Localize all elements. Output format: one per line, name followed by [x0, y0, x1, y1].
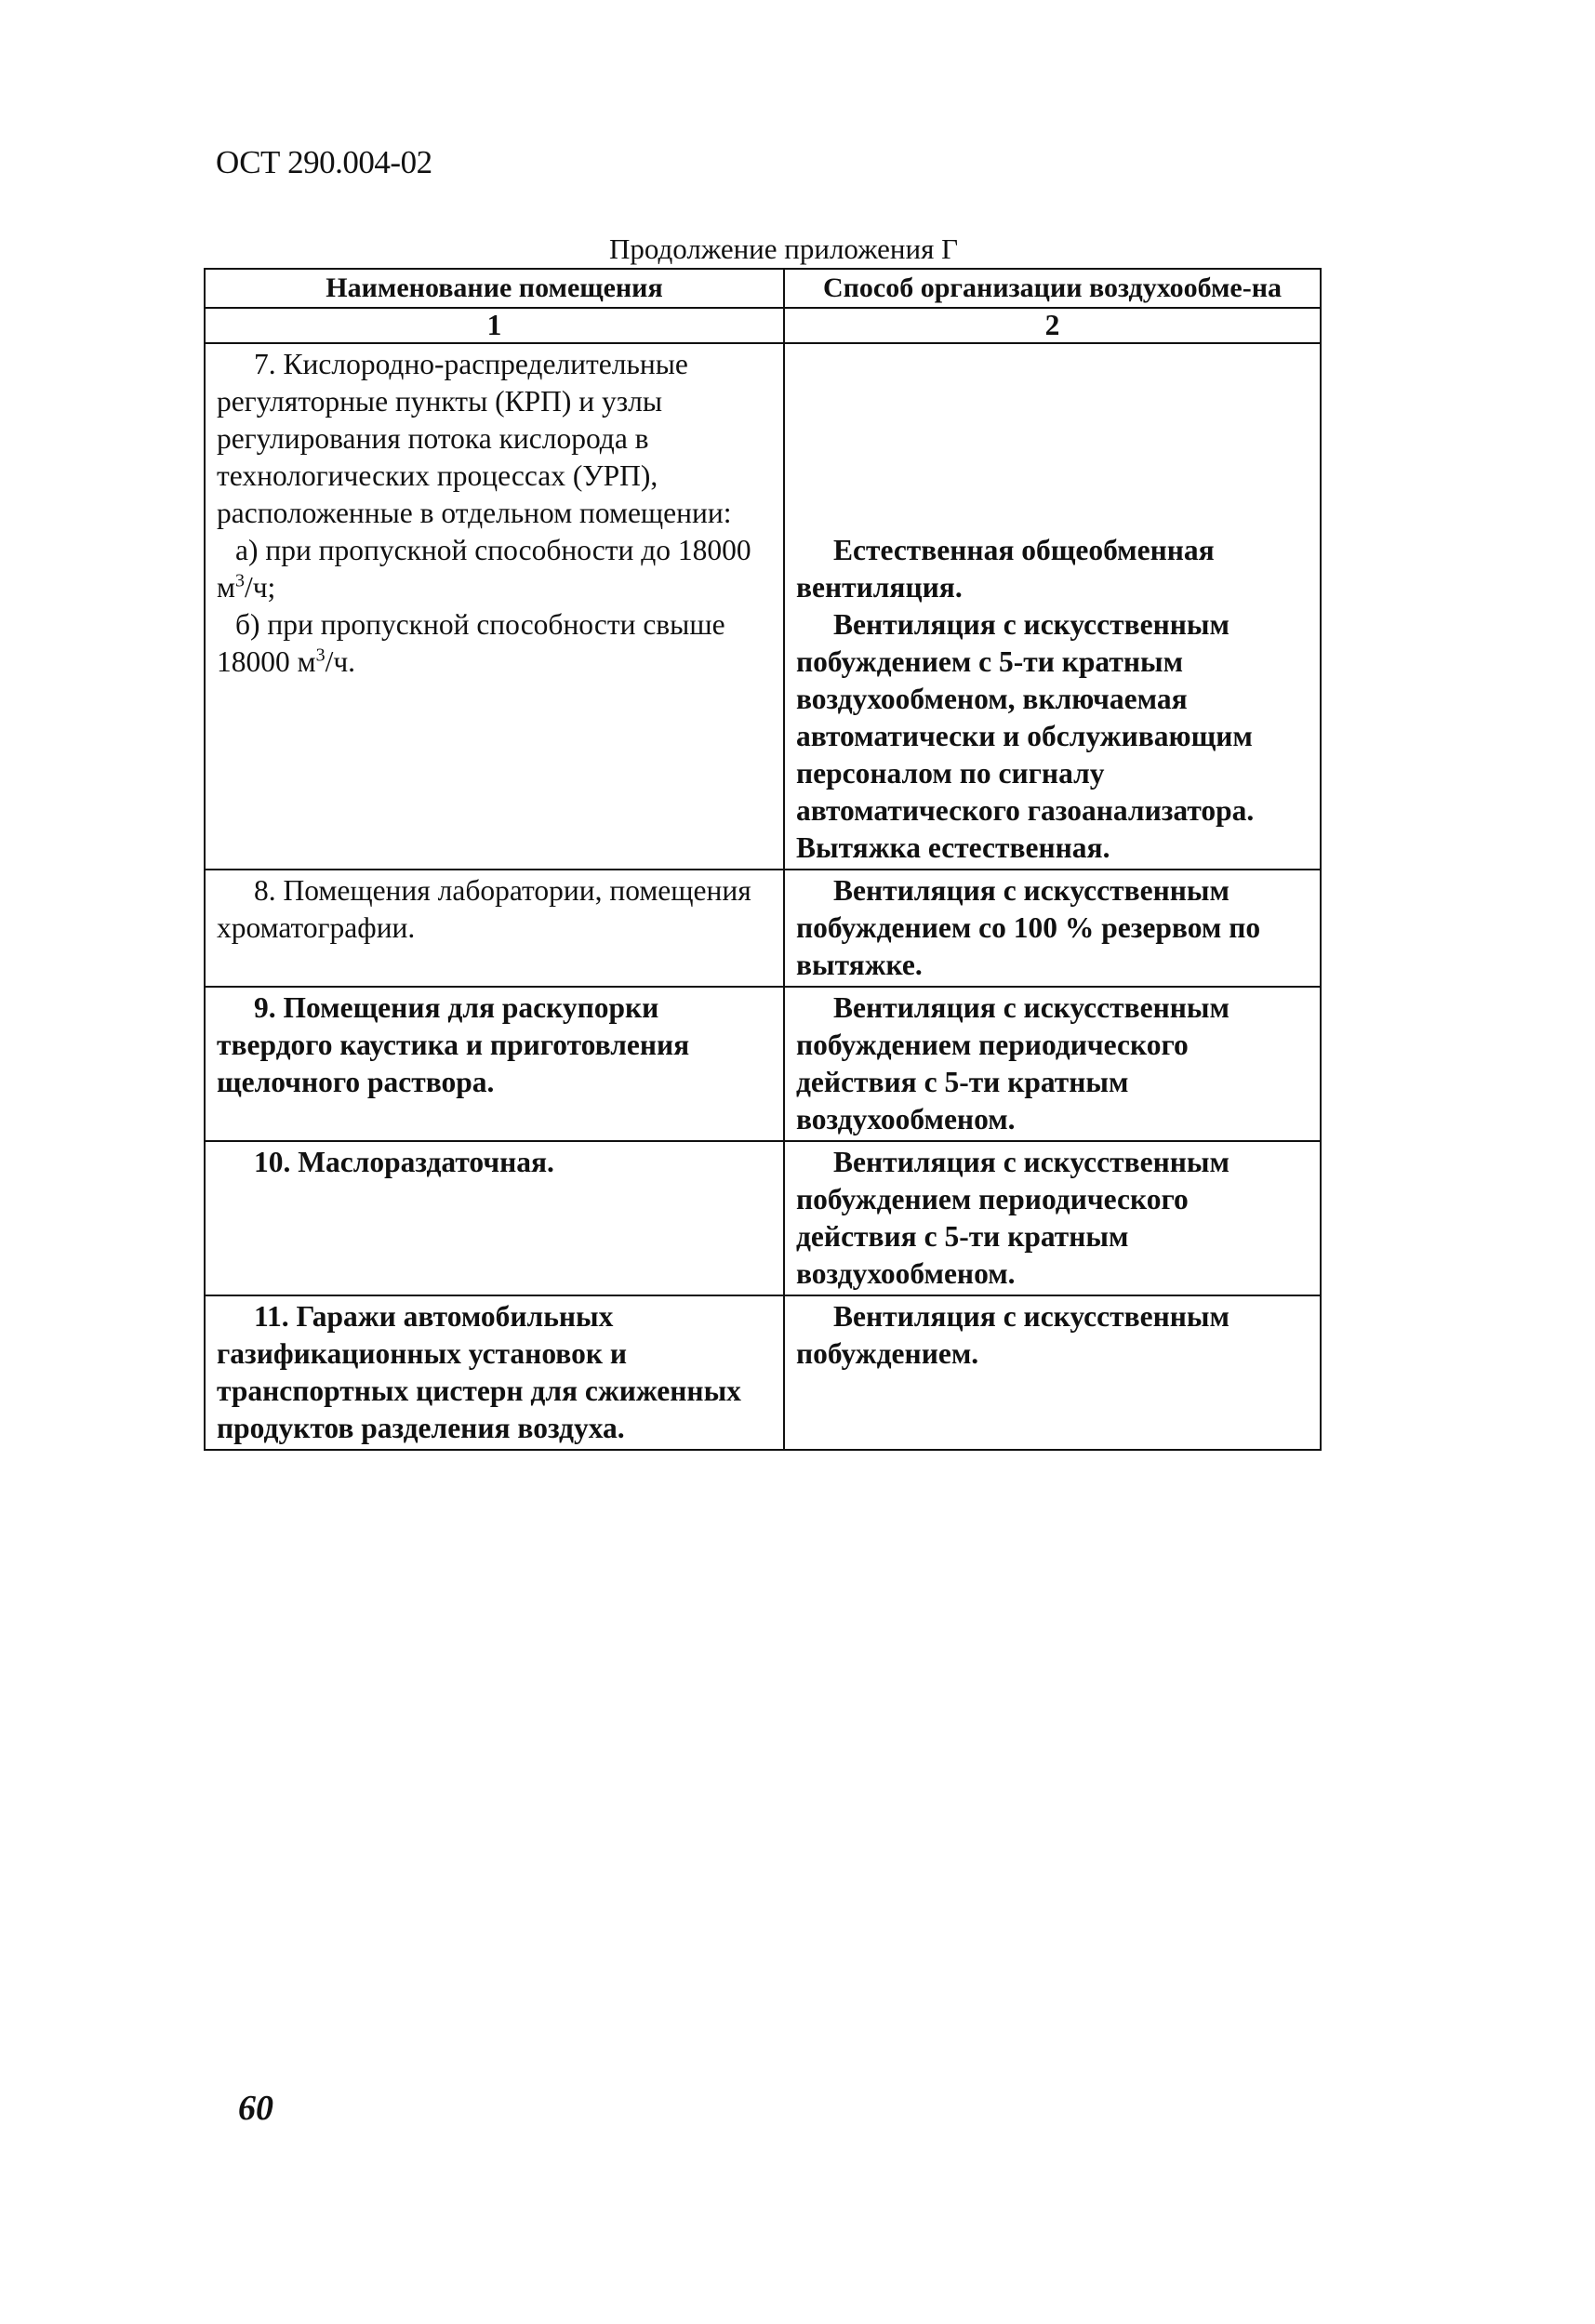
header-air-exchange-method: Способ организации воздухообме-на	[784, 269, 1321, 308]
table-row	[205, 870, 1321, 987]
table-row	[205, 1141, 1321, 1295]
row7-room-cell	[205, 343, 784, 870]
row11-room-cell: 11. Гаражи автомобильных газификационных установок и транспортных цистерн для сжиженных продуктов разделения воздуха.	[205, 1295, 784, 1450]
row10-room-cell: 10. Маслораздаточная.	[205, 1141, 784, 1295]
column-number-row	[205, 308, 1321, 343]
table-row	[205, 343, 1321, 870]
row8-method-cell: Вентиляция с искусственным побуждением со 100 % резервом по вытяжке.	[784, 870, 1321, 987]
document-code: ОСТ 290.004-02	[216, 144, 432, 180]
row9-method-cell: Вентиляция с искусственным побуждением периодического действия с 5-ти кратным воздухообменом.	[784, 987, 1321, 1141]
row11-method-cell: Вентиляция с искусственным побуждением.	[784, 1295, 1321, 1450]
table-header-row	[205, 269, 1321, 308]
row8-room-cell: 8. Помещения лаборатории, помещения хроматографии.	[205, 870, 784, 987]
row7-room-text: 7. Кислородно-распределительные регуляторные пункты (КРП) и узлы регулирования потока кислорода в технологических процессах (УРП), расположенные в отдельном помещении:	[217, 348, 732, 529]
row7-method-b: Вентиляция с искусственным побуждением с 5-ти кратным воздухообменом, включаемая автоматически и обслуживающим персоналом по сигналу автоматического газоанализатора. Вытяжка естественная.	[796, 608, 1255, 864]
table-row	[205, 987, 1321, 1141]
header-room-name: Наименование помещения	[205, 269, 784, 308]
ventilation-table	[204, 268, 1322, 1451]
column-number-1: 1	[205, 308, 784, 343]
row7-method-cell	[784, 343, 1321, 870]
row7-option-b: б) при пропускной способности свыше 18000 $м^3/ч$.	[217, 608, 725, 678]
column-number-2: 2	[784, 308, 1321, 343]
row10-method-cell: Вентиляция с искусственным побуждением периодического действия с 5-ти кратным воздухообменом.	[784, 1141, 1321, 1295]
row7-option-a: а) при пропускной способности до 18000 $м^3/ч$;	[217, 534, 751, 604]
page-number: 60	[238, 2089, 273, 2128]
row7-method-a: Естественная общеобменная вентиляция.	[796, 534, 1215, 604]
continuation-label: Продолжение приложения Г	[609, 232, 959, 265]
table-row	[205, 1295, 1321, 1450]
row9-room-cell: 9. Помещения для раскупорки твердого каустика и приготовления щелочного раствора.	[205, 987, 784, 1141]
